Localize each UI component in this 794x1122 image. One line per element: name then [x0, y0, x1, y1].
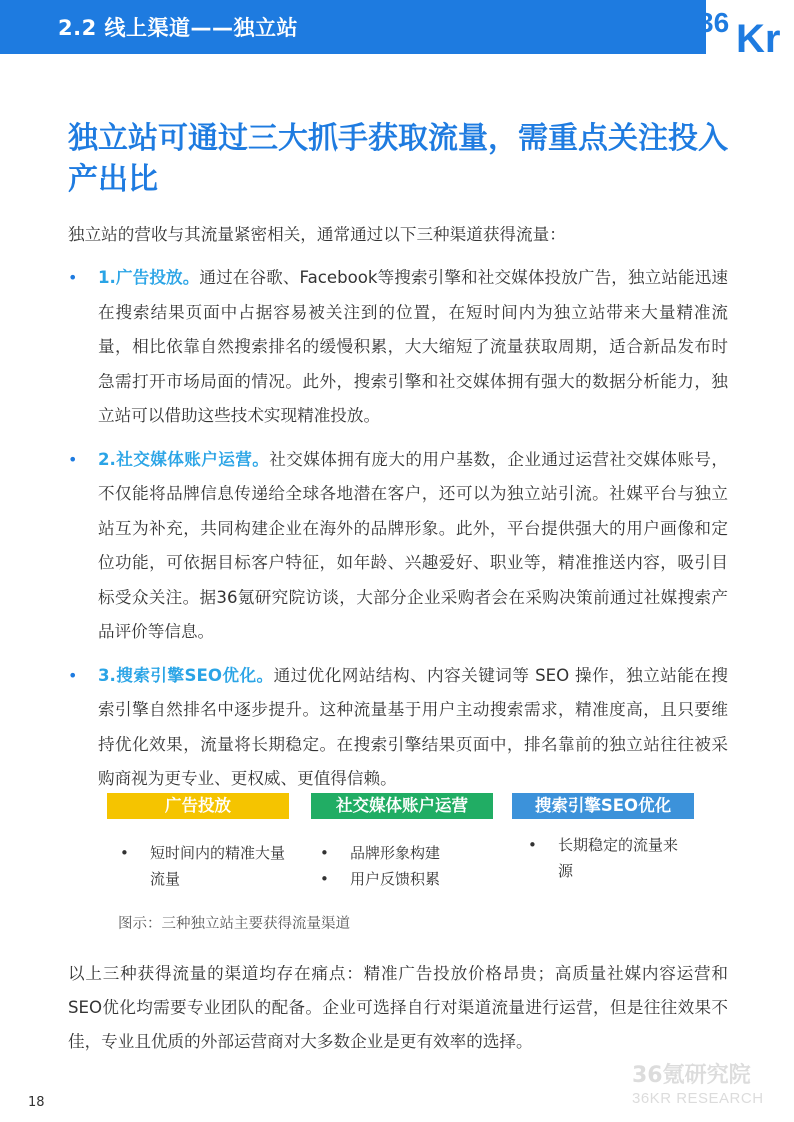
list-item-seo	[68, 659, 728, 797]
watermark-en: 36KR RESEARCH	[632, 1090, 764, 1107]
feature-text: 用户反馈积累	[350, 870, 441, 888]
page-number: 18	[28, 1095, 45, 1110]
feature-item	[320, 840, 490, 866]
bullet-text: 通过在谷歌、Facebook等搜索引擎和社交媒体投放广告，独立站能迅速在搜索结果页面中占据容易被关注到的位置，在短时间内为独立站带来大量精准流量，相比依靠自然搜索排名的缓慢积累，大大缩短了流量获取周期，适合新品发布时急需打开市场局面的情况。此外，搜索引擎和社交媒体拥有强大的数据分析能力，独立站可以借助这些技术实现精准投放。	[98, 268, 728, 425]
svg-text:36: 36	[698, 7, 730, 38]
channel-box-seo	[512, 793, 694, 819]
bullet-lead: 1.广告投放。	[98, 268, 200, 287]
channel-box-ads	[107, 793, 289, 819]
channel-label: 社交媒体账户运营	[336, 796, 468, 815]
channel-label: 广告投放	[165, 796, 231, 815]
channel-box-social	[311, 793, 493, 819]
bullet-dot-icon: •	[320, 870, 329, 888]
bullet-text: 社交媒体拥有庞大的用户基数，企业通过运营社交媒体账号，不仅能将品牌信息传递给全球各地潜在客户，还可以为独立站引流。社媒平台与独立站互为补充，共同构建企业在海外的品牌形象。此外，平台提供强大的用户画像和定位功能，可依据目标客户特征，如年龄、兴趣爱好、职业等，精准推送内容，吸引目标受众关注。据36氪研究院访谈，大部分企业采购者会在采购决策前通过社媒搜索产品评价等信息。	[98, 449, 728, 641]
list-item-ads	[68, 261, 728, 434]
feature-item	[320, 866, 490, 892]
feature-item	[120, 840, 290, 892]
channel-label: 搜索引擎SEO优化	[534, 796, 672, 815]
bullet-dot-icon: •	[320, 844, 329, 862]
list-item-social	[68, 443, 728, 650]
svg-text:Kr: Kr	[736, 17, 781, 54]
36kr-logo	[698, 2, 794, 54]
bullet-dot-icon: •	[68, 449, 78, 469]
bullet-dot-icon: •	[68, 665, 78, 685]
bullet-lead: 3.搜索引擎SEO优化。	[98, 665, 274, 685]
header-bar	[0, 0, 794, 54]
bullet-text: 通过优化网站结构、内容关键词等 SEO 操作，独立站能在搜索引擎自然排名中逐步提升。这种流量基于用户主动搜索需求，精准度高，且只要维持优化效果，流量将长期稳定。在搜索引擎结果页面中，排名靠前的独立站往往被采购商视为更专业、更权威、更值得信赖。	[98, 665, 728, 788]
figure-caption: 图示：三种独立站主要获得流量渠道	[118, 916, 350, 932]
bullet-dot-icon: •	[68, 268, 78, 287]
feature-item	[528, 832, 688, 884]
intro-paragraph: 独立站的营收与其流量紧密相关，通常通过以下三种渠道获得流量：	[68, 225, 566, 244]
channel-description-list	[68, 261, 728, 806]
closing-paragraph: 以上三种获得流量的渠道均存在痛点：精准广告投放价格昂贵；高质量社媒内容运营和SEO优化均需要专业团队的配备。企业可选择自行对渠道流量进行运营，但是往往效果不佳，专业且优质的外部运营商对大多数企业是更有效率的选择。	[68, 964, 728, 1051]
section-title: 2.2 线上渠道——独立站	[58, 16, 299, 40]
watermark-cn: 36氪研究院	[632, 1063, 751, 1088]
feature-list-seo	[528, 832, 688, 884]
bullet-dot-icon: •	[120, 844, 129, 862]
bullet-lead: 2.社交媒体账户运营。	[98, 449, 270, 469]
bullet-dot-icon: •	[528, 836, 537, 854]
36kr-research-watermark	[630, 1058, 780, 1108]
page-title: 独立站可通过三大抓手获取流量，需重点关注投入产出比	[68, 121, 728, 197]
feature-list-ads	[120, 840, 290, 892]
feature-text: 长期稳定的流量来源	[558, 836, 679, 880]
feature-list-social	[320, 840, 490, 892]
feature-text: 品牌形象构建	[350, 844, 441, 862]
feature-text: 短时间内的精准大量流量	[150, 844, 286, 888]
